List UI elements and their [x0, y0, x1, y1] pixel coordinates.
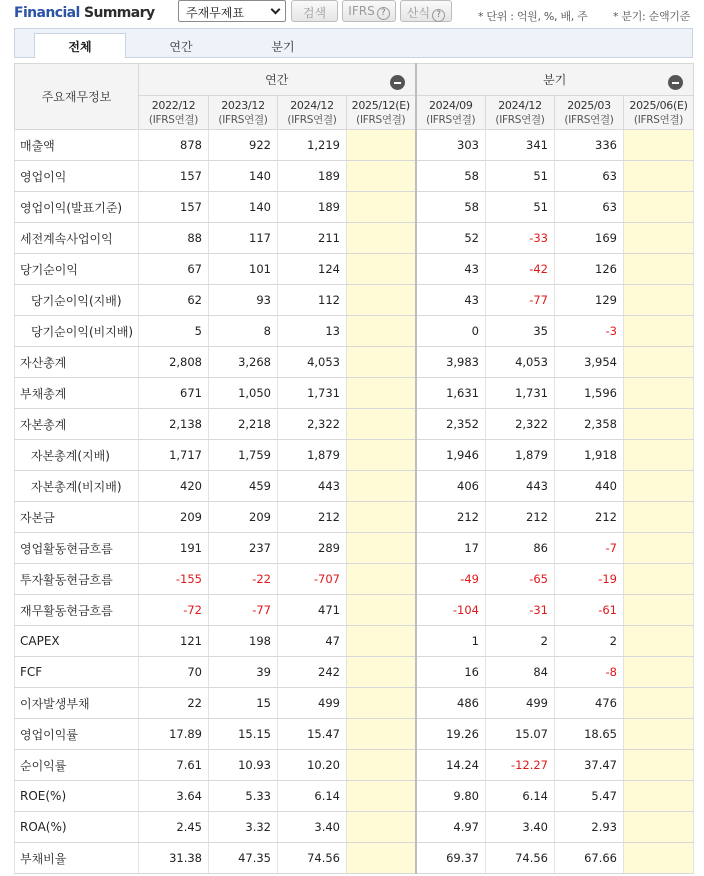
collapse-annual-icon[interactable] [390, 75, 405, 90]
table-cell: 8 [209, 316, 278, 347]
table-cell: 15.47 [278, 719, 347, 750]
table-row [15, 316, 694, 347]
collapse-quarterly-icon[interactable] [668, 75, 683, 90]
table-cell: 7.61 [139, 750, 209, 781]
table-cell: 47.35 [209, 843, 278, 874]
table-cell [624, 564, 694, 595]
period-header: 2024/09 (IFRS연결) [416, 96, 486, 130]
table-cell [624, 378, 694, 409]
table-cell: 129 [555, 285, 624, 316]
table-cell: 486 [416, 688, 486, 719]
table-cell: -31 [486, 595, 555, 626]
row-label: 투자활동현금흐름 [15, 564, 139, 595]
table-cell [624, 192, 694, 223]
table-cell [347, 688, 416, 719]
table-cell: 209 [209, 502, 278, 533]
table-cell: 15 [209, 688, 278, 719]
table-cell [624, 316, 694, 347]
table-cell: 84 [486, 657, 555, 688]
period-header: 2025/06(E) (IFRS연결) [624, 96, 694, 130]
table-row [15, 564, 694, 595]
table-cell: 3.32 [209, 812, 278, 843]
table-cell: 74.56 [278, 843, 347, 874]
row-label: 자본총계 [15, 409, 139, 440]
table-cell [624, 254, 694, 285]
table-cell [624, 471, 694, 502]
table-cell: 124 [278, 254, 347, 285]
row-label: 자본총계(지배) [15, 440, 139, 471]
period-header: 2022/12 (IFRS연결) [139, 96, 209, 130]
table-cell: -49 [416, 564, 486, 595]
table-cell [347, 409, 416, 440]
table-cell [624, 657, 694, 688]
table-cell [347, 533, 416, 564]
table-cell: 406 [416, 471, 486, 502]
table-cell: 157 [139, 161, 209, 192]
row-label: 당기순이익(지배) [15, 285, 139, 316]
tab-quarterly[interactable]: 분기 [271, 40, 295, 54]
table-cell: -72 [139, 595, 209, 626]
table-cell: -104 [416, 595, 486, 626]
table-cell: 2,352 [416, 409, 486, 440]
row-label: 순이익률 [15, 750, 139, 781]
table-cell: 69.37 [416, 843, 486, 874]
table-cell: 2 [555, 626, 624, 657]
table-cell: 67.66 [555, 843, 624, 874]
table-cell [347, 657, 416, 688]
table-cell: 212 [416, 502, 486, 533]
row-label: 부채총계 [15, 378, 139, 409]
table-row [15, 347, 694, 378]
question-icon: ? [432, 9, 445, 22]
table-cell: 13 [278, 316, 347, 347]
report-type-select[interactable]: 주재무제표 [178, 0, 286, 22]
financial-summary-table [14, 63, 694, 874]
row-label: 이자발생부채 [15, 688, 139, 719]
chevron-down-icon [271, 5, 281, 15]
table-cell [624, 409, 694, 440]
row-label: 영업이익(발표기준) [15, 192, 139, 223]
table-cell: 157 [139, 192, 209, 223]
row-label: FCF [15, 657, 139, 688]
table-cell: 1,050 [209, 378, 278, 409]
table-cell: 459 [209, 471, 278, 502]
table-row [15, 719, 694, 750]
table-cell [347, 223, 416, 254]
table-cell: 671 [139, 378, 209, 409]
table-cell [347, 626, 416, 657]
table-cell [347, 843, 416, 874]
table-cell: 52 [416, 223, 486, 254]
table-row [15, 409, 694, 440]
table-cell: 1,631 [416, 378, 486, 409]
table-cell: -42 [486, 254, 555, 285]
table-cell: 303 [416, 130, 486, 161]
table-cell: 242 [278, 657, 347, 688]
table-cell [347, 440, 416, 471]
table-row [15, 378, 694, 409]
table-cell: 9.80 [416, 781, 486, 812]
table-cell: 189 [278, 161, 347, 192]
table-cell: 51 [486, 192, 555, 223]
row-label: 자본총계(비지배) [15, 471, 139, 502]
table-cell: 2,808 [139, 347, 209, 378]
table-cell [347, 471, 416, 502]
row-label: 영업활동현금흐름 [15, 533, 139, 564]
financial-summary-title: Financial Summary [14, 5, 155, 21]
table-cell: 3,268 [209, 347, 278, 378]
table-cell: 6.14 [486, 781, 555, 812]
table-cell: -3 [555, 316, 624, 347]
table-cell: 237 [209, 533, 278, 564]
table-cell: -22 [209, 564, 278, 595]
table-cell: 4,053 [486, 347, 555, 378]
table-cell: 43 [416, 285, 486, 316]
table-cell: 19.26 [416, 719, 486, 750]
table-cell: 2 [486, 626, 555, 657]
table-cell [347, 812, 416, 843]
period-header: 2025/12(E) (IFRS연결) [347, 96, 416, 130]
table-cell: 341 [486, 130, 555, 161]
row-header-label: 주요재무정보 [15, 64, 139, 130]
row-label: 세전계속사업이익 [15, 223, 139, 254]
table-cell [624, 843, 694, 874]
table-cell: 31.38 [139, 843, 209, 874]
table-cell [624, 161, 694, 192]
table-cell: -707 [278, 564, 347, 595]
table-cell [624, 626, 694, 657]
table-cell: 212 [278, 502, 347, 533]
table-cell: -8 [555, 657, 624, 688]
table-cell: -77 [209, 595, 278, 626]
table-cell: 37.47 [555, 750, 624, 781]
period-header: 2024/12 (IFRS연결) [278, 96, 347, 130]
table-cell: -19 [555, 564, 624, 595]
table-cell: 93 [209, 285, 278, 316]
table-cell [624, 812, 694, 843]
table-cell: 1,879 [278, 440, 347, 471]
table-cell: 6.14 [278, 781, 347, 812]
row-label: 영업이익 [15, 161, 139, 192]
row-label: 당기순이익(비지배) [15, 316, 139, 347]
table-cell: -12.27 [486, 750, 555, 781]
table-row [15, 254, 694, 285]
table-cell: 2,218 [209, 409, 278, 440]
table-cell: 209 [139, 502, 209, 533]
table-cell: 1,759 [209, 440, 278, 471]
formula-help-button[interactable]: 산식 ? [400, 0, 452, 22]
table-cell: 2,322 [278, 409, 347, 440]
table-cell: 189 [278, 192, 347, 223]
table-cell: -65 [486, 564, 555, 595]
table-row [15, 657, 694, 688]
table-cell [347, 316, 416, 347]
table-cell: 1,731 [278, 378, 347, 409]
search-button[interactable]: 검색 [291, 0, 338, 22]
table-cell: 1,717 [139, 440, 209, 471]
table-cell [347, 130, 416, 161]
table-cell: 35 [486, 316, 555, 347]
table-cell: 39 [209, 657, 278, 688]
table-cell: 3,983 [416, 347, 486, 378]
table-cell: 922 [209, 130, 278, 161]
table-row [15, 533, 694, 564]
table-cell: 10.93 [209, 750, 278, 781]
row-label: ROE(%) [15, 781, 139, 812]
table-cell: 22 [139, 688, 209, 719]
table-cell: 112 [278, 285, 347, 316]
table-cell: 1,879 [486, 440, 555, 471]
row-label: 자본금 [15, 502, 139, 533]
table-cell: -61 [555, 595, 624, 626]
table-cell [347, 378, 416, 409]
table-cell [624, 285, 694, 316]
annual-group-header: 연간 [139, 64, 416, 96]
table-body [15, 130, 694, 874]
unit-note: * 단위 : 억원, %, 배, 주 [478, 10, 588, 23]
period-header: 2023/12 (IFRS연결) [209, 96, 278, 130]
table-cell: 18.65 [555, 719, 624, 750]
question-icon: ? [377, 7, 390, 20]
table-cell: 1 [416, 626, 486, 657]
row-label: 당기순이익 [15, 254, 139, 285]
table-row [15, 502, 694, 533]
table-cell: 63 [555, 192, 624, 223]
table-row [15, 812, 694, 843]
table-cell: 101 [209, 254, 278, 285]
table-row [15, 130, 694, 161]
table-cell: 121 [139, 626, 209, 657]
table-cell: 58 [416, 192, 486, 223]
table-cell: 3.40 [486, 812, 555, 843]
table-cell: 140 [209, 161, 278, 192]
table-cell: 878 [139, 130, 209, 161]
table-row [15, 471, 694, 502]
table-cell [624, 440, 694, 471]
table-cell: 4.97 [416, 812, 486, 843]
table-row [15, 595, 694, 626]
table-cell [624, 223, 694, 254]
table-row [15, 223, 694, 254]
table-cell: 5.33 [209, 781, 278, 812]
table-cell: 74.56 [486, 843, 555, 874]
table-cell: 5.47 [555, 781, 624, 812]
table-cell: 10.20 [278, 750, 347, 781]
quarterly-group-header: 분기 [416, 64, 694, 96]
table-cell: 117 [209, 223, 278, 254]
table-cell: 62 [139, 285, 209, 316]
table-row [15, 843, 694, 874]
table-cell [624, 347, 694, 378]
table-cell [624, 688, 694, 719]
ifrs-help-button[interactable]: IFRS ? [342, 0, 396, 22]
table-cell: 43 [416, 254, 486, 285]
row-label: 영업이익률 [15, 719, 139, 750]
table-cell: 420 [139, 471, 209, 502]
table-cell: 70 [139, 657, 209, 688]
tab-annual[interactable]: 연간 [169, 40, 193, 54]
tab-all[interactable]: 전체 [34, 33, 126, 58]
table-cell: 3.64 [139, 781, 209, 812]
table-cell: 67 [139, 254, 209, 285]
table-row [15, 781, 694, 812]
table-cell: 443 [486, 471, 555, 502]
period-tabs [14, 28, 693, 58]
row-label: 부채비율 [15, 843, 139, 874]
table-cell [347, 502, 416, 533]
table-cell [347, 564, 416, 595]
row-label: 매출액 [15, 130, 139, 161]
row-label: CAPEX [15, 626, 139, 657]
table-cell [347, 254, 416, 285]
table-cell: 2.45 [139, 812, 209, 843]
table-cell [624, 502, 694, 533]
table-row [15, 161, 694, 192]
table-cell: 443 [278, 471, 347, 502]
table-cell: 211 [278, 223, 347, 254]
quarter-basis-note: * 분기: 순액기준 [613, 10, 690, 23]
table-cell [347, 595, 416, 626]
table-cell: 2.93 [555, 812, 624, 843]
table-cell: 3.40 [278, 812, 347, 843]
table-cell: 126 [555, 254, 624, 285]
table-cell: 212 [486, 502, 555, 533]
table-cell: 169 [555, 223, 624, 254]
table-cell: 198 [209, 626, 278, 657]
table-cell: 140 [209, 192, 278, 223]
table-cell: 3,954 [555, 347, 624, 378]
table-cell: 1,596 [555, 378, 624, 409]
row-label: ROA(%) [15, 812, 139, 843]
table-cell [347, 719, 416, 750]
table-cell: 5 [139, 316, 209, 347]
table-cell: 86 [486, 533, 555, 564]
table-cell: 1,946 [416, 440, 486, 471]
table-cell: 17 [416, 533, 486, 564]
period-header: 2024/12 (IFRS연결) [486, 96, 555, 130]
table-cell [624, 719, 694, 750]
table-cell: 2,138 [139, 409, 209, 440]
table-row [15, 285, 694, 316]
table-cell: 440 [555, 471, 624, 502]
table-cell: 63 [555, 161, 624, 192]
table-cell: -33 [486, 223, 555, 254]
table-row [15, 626, 694, 657]
table-cell: 471 [278, 595, 347, 626]
table-cell: -155 [139, 564, 209, 595]
table-row [15, 440, 694, 471]
period-header: 2025/03 (IFRS연결) [555, 96, 624, 130]
table-cell: 15.07 [486, 719, 555, 750]
table-cell [624, 781, 694, 812]
table-cell: -77 [486, 285, 555, 316]
table-cell: 212 [555, 502, 624, 533]
table-cell: 58 [416, 161, 486, 192]
table-row [15, 192, 694, 223]
table-cell: 499 [486, 688, 555, 719]
table-cell: 1,731 [486, 378, 555, 409]
table-cell [624, 130, 694, 161]
table-cell [624, 533, 694, 564]
table-cell [347, 781, 416, 812]
table-cell: 51 [486, 161, 555, 192]
table-cell: 15.15 [209, 719, 278, 750]
table-cell: 191 [139, 533, 209, 564]
table-cell: 476 [555, 688, 624, 719]
toolbar [0, 0, 704, 28]
table-row [15, 688, 694, 719]
table-cell: 2,358 [555, 409, 624, 440]
table-cell: 1,918 [555, 440, 624, 471]
table-cell: 88 [139, 223, 209, 254]
table-cell: -7 [555, 533, 624, 564]
table-cell: 2,322 [486, 409, 555, 440]
table-cell: 336 [555, 130, 624, 161]
row-label: 자산총계 [15, 347, 139, 378]
table-cell [347, 347, 416, 378]
table-cell: 16 [416, 657, 486, 688]
table-cell: 1,219 [278, 130, 347, 161]
table-cell [624, 750, 694, 781]
table-cell [347, 161, 416, 192]
table-cell: 17.89 [139, 719, 209, 750]
table-cell [347, 750, 416, 781]
table-cell: 0 [416, 316, 486, 347]
table-cell: 289 [278, 533, 347, 564]
table-cell: 47 [278, 626, 347, 657]
table-cell: 14.24 [416, 750, 486, 781]
table-cell [347, 192, 416, 223]
table-cell [347, 285, 416, 316]
row-label: 재무활동현금흐름 [15, 595, 139, 626]
table-cell: 499 [278, 688, 347, 719]
table-cell [624, 595, 694, 626]
table-cell: 4,053 [278, 347, 347, 378]
table-row [15, 750, 694, 781]
